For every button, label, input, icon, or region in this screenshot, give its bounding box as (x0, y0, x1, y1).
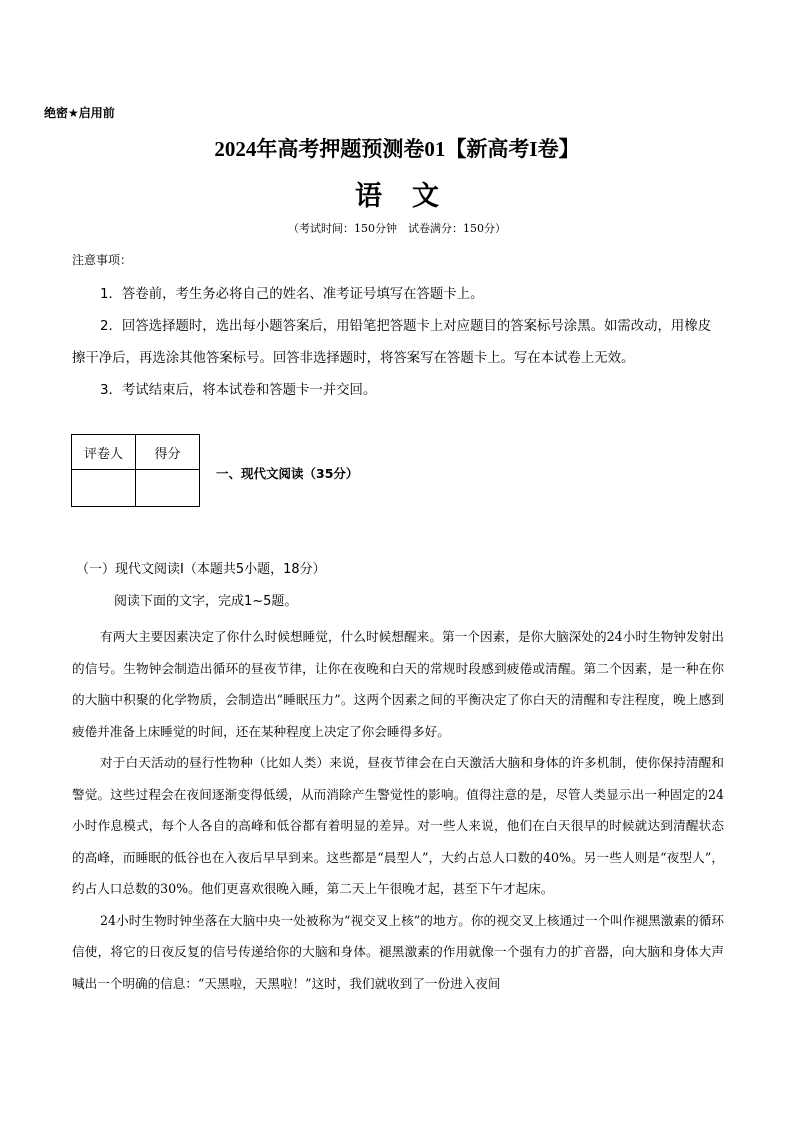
score-cell[interactable] (136, 470, 200, 507)
passage-paragraph-1: 有两大主要因素决定了你什么时候想睡觉，什么时候想醒来。第一个因素，是你大脑深处的24小时生物钟发射出的信号。生物钟会制造出循环的昼夜节律，让你在夜晚和白天的常规时段感到疲倦或清醒。第二个因素，是一种在你的大脑中积聚的化学物质，会制造出“睡眠压力”。这两个因素之间的平衡决定了你白天的清醒和专注程度，晚上感到疲倦并准备上床睡觉的时间，还在某种程度上决定了你会睡得多好。 (72, 629, 724, 739)
grader-table (71, 434, 200, 507)
grader-cell[interactable] (72, 470, 136, 507)
notice-list (72, 279, 724, 311)
notice-item-2: 2．回答选择题时，选出每小题答案后，用铅笔把答题卡上对应题目的答案标号涂黑。如需改动，用橡皮擦干净后，再选涂其他答案标号。回答非选择题时，将答案写在答题卡上。写在本试卷上无效。 (72, 319, 712, 366)
grader-header: 评卷人 (72, 435, 136, 470)
notice-item-2-wrapper (72, 311, 724, 375)
notice-item-1: 1．答卷前，考生务必将自己的姓名、准考证号填写在答题卡上。 (100, 287, 484, 302)
passage-paragraph-2: 对于白天活动的昼行性物种（比如人类）来说，昼夜节律会在白天激活大脑和身体的许多机制，使你保持清醒和警觉。这些过程会在夜间逐渐变得低缓，从而消除产生警觉性的影响。值得注意的是，尽管人类显示出一种固定的24小时作息模式，每个人各自的高峰和低谷都有着明显的差异。对一些人来说，他们在白天很早的时候就达到清醒状态的高峰，而睡眠的低谷也在入夜后早早到来。这些都是“晨型人”，大约占总人口数的40%。另一些人则是“夜型人”，约占人口总数的30%。他们更喜欢很晚入睡，第二天上午很晚才起，甚至下午才起床。 (72, 755, 724, 896)
reading-instruction: 阅读下面的文字，完成1~5题。 (114, 594, 298, 609)
exam-title: 2024年高考押题预测卷01【新高考I卷】 (214, 137, 580, 161)
passage-paragraph-3: 24小时生物时钟坐落在大脑中央一处被称为“视交叉上核”的地方。你的视交叉上核通过一个叫作褪黑激素的循环信使，将它的日夜反复的信号传递给你的大脑和身体。褪黑激素的作用就像一个强有力的扩音器，向大脑和身体大声喊出一个明确的信息：“天黑啦，天黑啦！”这时，我们就收到了一份进入夜间 (72, 912, 724, 991)
exam-time-and-score: （考试时间：150分钟 试卷满分：150分） (288, 222, 506, 235)
subject-title: 语文 (355, 181, 469, 212)
score-header: 得分 (136, 435, 200, 470)
section-title: 一、现代文阅读（35分） (216, 466, 359, 481)
reading-passage (72, 621, 724, 999)
notice-heading: 注意事项： (72, 253, 133, 267)
confidential-label: 绝密★启用前 (44, 106, 115, 120)
notice-item-3-wrapper (72, 375, 724, 407)
notice-item-3: 3．考试结束后，将本试卷和答题卡一并交回。 (100, 383, 377, 398)
sub-section-title: （一）现代文阅读I（本题共5小题，18分） (76, 562, 326, 577)
